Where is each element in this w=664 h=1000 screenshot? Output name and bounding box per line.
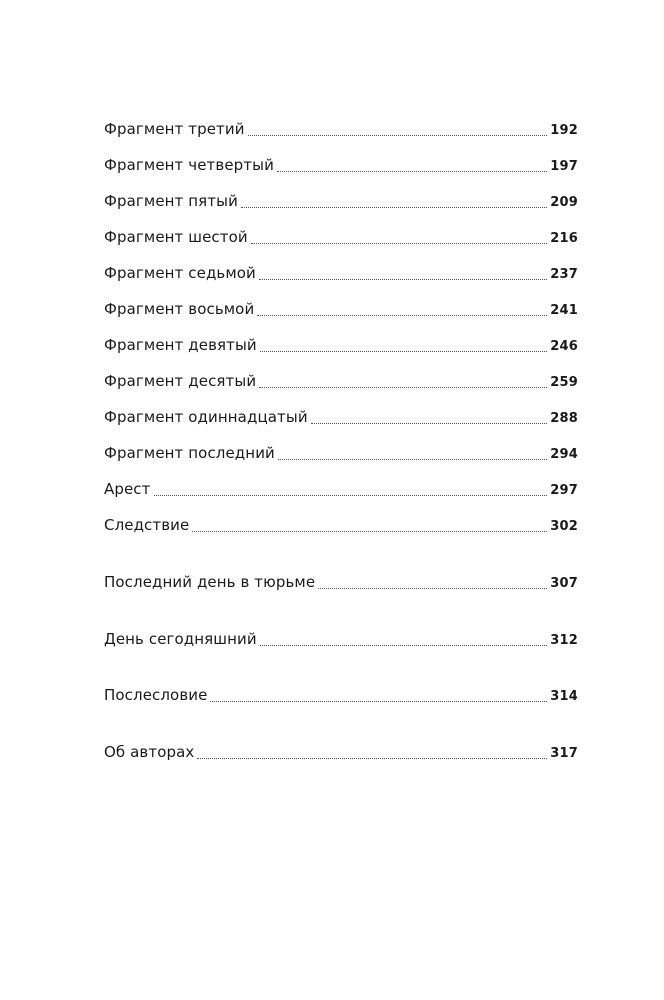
toc-entry-title: Фрагмент третий bbox=[104, 120, 245, 138]
toc-dot-leader bbox=[197, 757, 547, 759]
toc-dot-leader bbox=[192, 530, 547, 532]
toc-entry[interactable] bbox=[104, 573, 578, 597]
toc-entry-page: 237 bbox=[550, 267, 578, 282]
toc-entry-page: 246 bbox=[550, 339, 578, 354]
toc-entry[interactable] bbox=[104, 120, 578, 144]
toc-dot-leader bbox=[241, 206, 547, 208]
toc-entry-title: Послесловие bbox=[104, 686, 208, 704]
toc-entry[interactable] bbox=[104, 372, 578, 396]
toc-entry[interactable] bbox=[104, 743, 578, 767]
toc-entry[interactable] bbox=[104, 300, 578, 324]
toc-entry[interactable] bbox=[104, 408, 578, 432]
toc-dot-leader bbox=[210, 700, 547, 702]
toc-entry-page: 307 bbox=[550, 576, 578, 591]
toc-entry-title: Фрагмент шестой bbox=[104, 228, 248, 246]
toc-entry[interactable] bbox=[104, 630, 578, 654]
toc-dot-leader bbox=[248, 134, 548, 136]
toc-entry-page: 294 bbox=[550, 447, 578, 462]
toc-entry[interactable] bbox=[104, 192, 578, 216]
toc-dot-leader bbox=[277, 170, 547, 172]
toc-dot-leader bbox=[154, 494, 548, 496]
toc-entry[interactable] bbox=[104, 264, 578, 288]
toc-entry[interactable] bbox=[104, 228, 578, 252]
toc-entry-title: Фрагмент пятый bbox=[104, 192, 238, 210]
toc-dot-leader bbox=[260, 644, 548, 646]
toc-entry-page: 192 bbox=[550, 123, 578, 138]
toc-entry-title: Следствие bbox=[104, 516, 190, 534]
toc-entry-title: Фрагмент седьмой bbox=[104, 264, 256, 282]
toc-entry-title: Фрагмент четвертый bbox=[104, 156, 274, 174]
toc-dot-leader bbox=[257, 314, 547, 316]
toc-entry[interactable] bbox=[104, 516, 578, 540]
toc-entry-title: Фрагмент девятый bbox=[104, 336, 257, 354]
toc-entry[interactable] bbox=[104, 686, 578, 710]
toc-entry-page: 259 bbox=[550, 375, 578, 390]
toc-entry-title: Об авторах bbox=[104, 743, 195, 761]
toc-dot-leader bbox=[311, 422, 548, 424]
toc-entry[interactable] bbox=[104, 336, 578, 360]
toc-entry-page: 314 bbox=[550, 689, 578, 704]
toc-entry-page: 302 bbox=[550, 519, 578, 534]
toc-entry-title: Арест bbox=[104, 480, 151, 498]
toc-entry-title: Фрагмент десятый bbox=[104, 372, 257, 390]
toc-entry-page: 216 bbox=[550, 231, 578, 246]
toc-entry-page: 312 bbox=[550, 633, 578, 648]
toc-entry-page: 241 bbox=[550, 303, 578, 318]
toc-entry[interactable] bbox=[104, 156, 578, 180]
toc-entry-page: 317 bbox=[550, 746, 578, 761]
toc-entry[interactable] bbox=[104, 480, 578, 504]
toc-entry-page: 197 bbox=[550, 159, 578, 174]
toc-entry-page: 297 bbox=[550, 483, 578, 498]
toc-entry-title: День сегодняшний bbox=[104, 630, 257, 648]
toc-entry-title: Фрагмент последний bbox=[104, 444, 275, 462]
toc-dot-leader bbox=[259, 278, 547, 280]
toc-dot-leader bbox=[318, 587, 547, 589]
toc-entry-page: 209 bbox=[550, 195, 578, 210]
toc-dot-leader bbox=[278, 458, 547, 460]
toc-entry-title: Фрагмент одиннадцатый bbox=[104, 408, 308, 426]
toc-dot-leader bbox=[259, 386, 547, 388]
toc-entry[interactable] bbox=[104, 444, 578, 468]
toc-entry-page: 288 bbox=[550, 411, 578, 426]
toc-dot-leader bbox=[260, 350, 547, 352]
toc-entry-title: Последний день в тюрьме bbox=[104, 573, 316, 591]
toc-entry-title: Фрагмент восьмой bbox=[104, 300, 255, 318]
toc-dot-leader bbox=[251, 242, 548, 244]
